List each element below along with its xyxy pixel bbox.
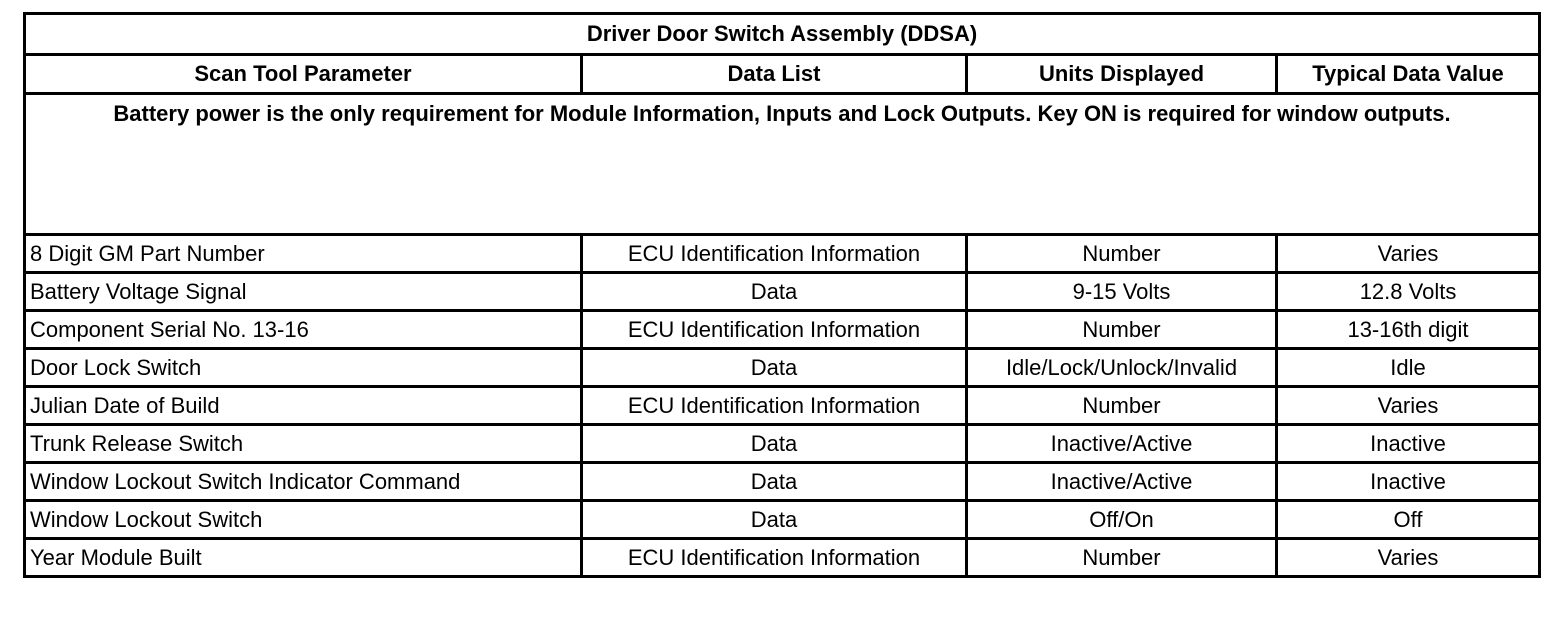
cell-typical-value: Varies (1277, 235, 1540, 273)
table-row (25, 463, 1540, 501)
table-row (25, 501, 1540, 539)
cell-units: Inactive/Active (967, 425, 1277, 463)
cell-typical-value: Inactive (1277, 425, 1540, 463)
cell-data-list: Data (582, 501, 967, 539)
cell-units: Idle/Lock/Unlock/Invalid (967, 349, 1277, 387)
cell-parameter: Door Lock Switch (25, 349, 582, 387)
header-typical-data-value: Typical Data Value (1277, 55, 1540, 94)
cell-units: Number (967, 539, 1277, 577)
cell-typical-value: Varies (1277, 539, 1540, 577)
ddsa-table-container (23, 12, 1538, 578)
cell-typical-value: 12.8 Volts (1277, 273, 1540, 311)
header-scan-tool-parameter: Scan Tool Parameter (25, 55, 582, 94)
cell-typical-value: Off (1277, 501, 1540, 539)
cell-data-list: Data (582, 349, 967, 387)
table-row (25, 539, 1540, 577)
cell-units: Off/On (967, 501, 1277, 539)
cell-data-list: Data (582, 425, 967, 463)
cell-parameter: Component Serial No. 13-16 (25, 311, 582, 349)
cell-data-list: ECU Identification Information (582, 311, 967, 349)
table-row (25, 311, 1540, 349)
cell-typical-value: 13-16th digit (1277, 311, 1540, 349)
cell-data-list: Data (582, 463, 967, 501)
cell-data-list: Data (582, 273, 967, 311)
table-title-row (25, 14, 1540, 55)
cell-units: Inactive/Active (967, 463, 1277, 501)
ddsa-data-table (23, 12, 1541, 578)
cell-units: Number (967, 235, 1277, 273)
cell-typical-value: Idle (1277, 349, 1540, 387)
cell-parameter: Year Module Built (25, 539, 582, 577)
cell-typical-value: Varies (1277, 387, 1540, 425)
table-row (25, 273, 1540, 311)
cell-parameter: 8 Digit GM Part Number (25, 235, 582, 273)
table-note: Battery power is the only requirement for Module Information, Inputs and Lock Outputs. Key ON is required for window outputs. (25, 94, 1540, 235)
cell-units: Number (967, 311, 1277, 349)
table-title: Driver Door Switch Assembly (DDSA) (25, 14, 1540, 55)
cell-data-list: ECU Identification Information (582, 235, 967, 273)
cell-parameter: Julian Date of Build (25, 387, 582, 425)
cell-units: 9-15 Volts (967, 273, 1277, 311)
table-row (25, 235, 1540, 273)
header-units-displayed: Units Displayed (967, 55, 1277, 94)
table-header-row (25, 55, 1540, 94)
cell-data-list: ECU Identification Information (582, 387, 967, 425)
table-note-row (25, 94, 1540, 235)
cell-data-list: ECU Identification Information (582, 539, 967, 577)
cell-parameter: Window Lockout Switch Indicator Command (25, 463, 582, 501)
cell-parameter: Trunk Release Switch (25, 425, 582, 463)
table-row (25, 349, 1540, 387)
cell-typical-value: Inactive (1277, 463, 1540, 501)
cell-parameter: Battery Voltage Signal (25, 273, 582, 311)
cell-units: Number (967, 387, 1277, 425)
header-data-list: Data List (582, 55, 967, 94)
table-row (25, 425, 1540, 463)
table-row (25, 387, 1540, 425)
cell-parameter: Window Lockout Switch (25, 501, 582, 539)
